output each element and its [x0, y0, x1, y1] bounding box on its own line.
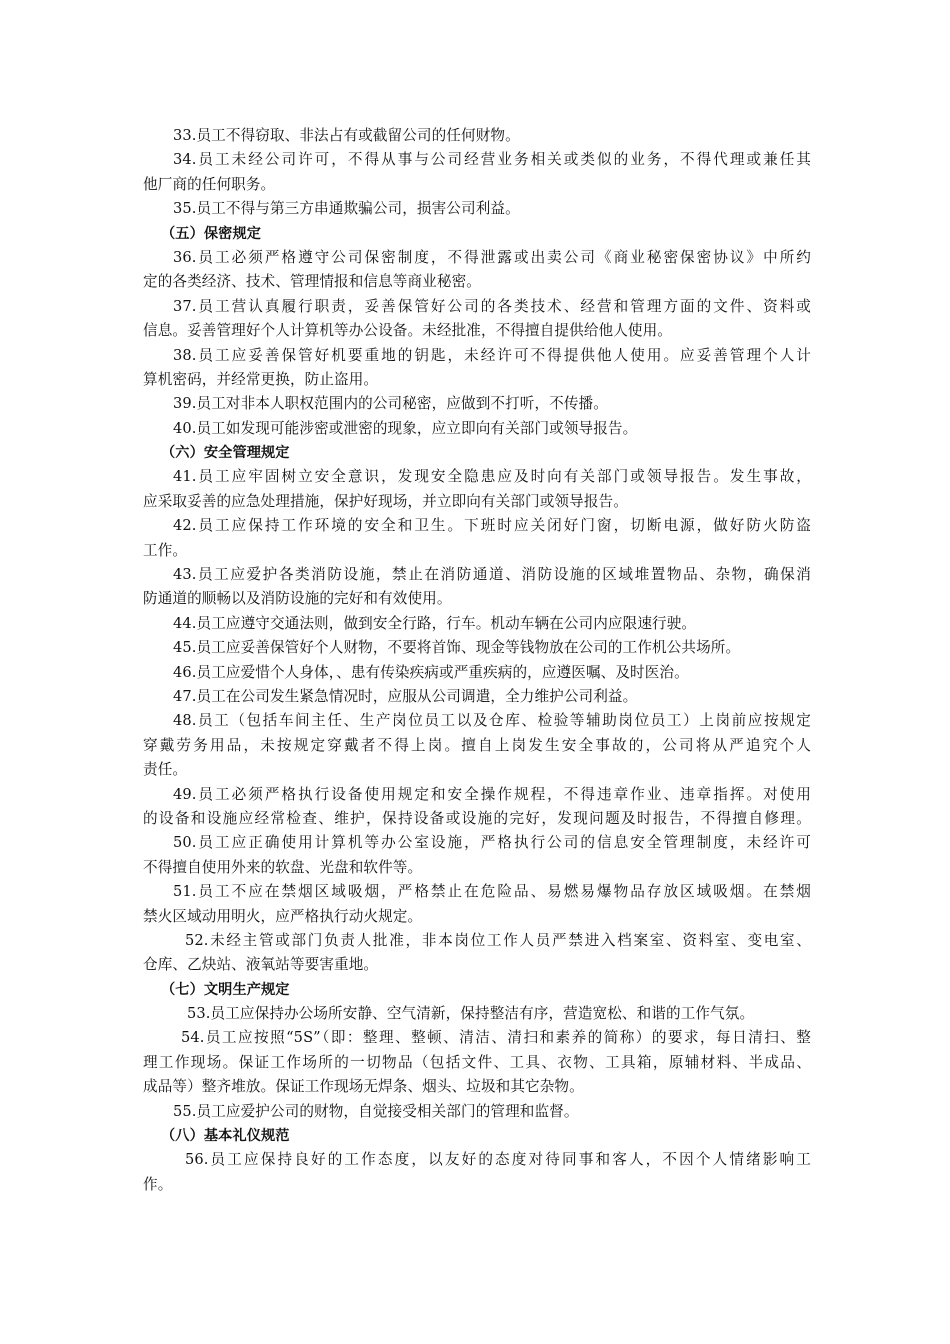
- paragraph-first-line: 40.员工如发现可能涉密或泄密的现象，应立即向有关部门或领导报告。: [173, 419, 638, 437]
- paragraph-first-line: 41.员工应牢固树立安全意识，发现安全隐患应及时向有关部门或领导报告。发生事故，: [173, 468, 811, 486]
- paragraph-continuation-line: 应采取妥善的应急处理措施，保护好现场，并立即向有关部门或领导报告。: [143, 492, 628, 510]
- paragraph-first-line: 53.员工应保持办公场所安静、空气清新，保持整洁有序，营造宽松、和谐的工作气氛。: [187, 1005, 755, 1023]
- paragraph-first-line: 54.员工应按照“5S”（即：整理、整顿、清洁、清扫和素养的简称）的要求，每日清扫、整: [181, 1029, 811, 1047]
- paragraph-first-line: 39.员工对非本人职权范围内的公司秘密，应做到不打听，不传播。: [173, 395, 608, 413]
- paragraph-continuation-line: 责任。: [143, 761, 188, 779]
- paragraph-continuation-line: 作。: [143, 1175, 173, 1193]
- paragraph-first-line: 33.员工不得窃取、非法占有或截留公司的任何财物。: [173, 127, 520, 144]
- paragraph-continuation-line: 禁火区域动用明火，应严格执行动火规定。: [143, 907, 423, 925]
- paragraph-continuation-line: 仓库、乙炔站、液氧站等要害重地。: [143, 956, 379, 974]
- paragraph-first-line: 50.员工应正确使用计算机等办公室设施，严格执行公司的信息安全管理制度，未经许可: [173, 834, 811, 852]
- paragraph-continuation-line: 穿戴劳务用品，未按规定穿戴者不得上岗。擅自上岗发生安全事故的，公司将从严追究个人: [143, 736, 811, 754]
- paragraph-first-line: 49.员工必须严格执行设备使用规定和安全操作规程，不得违章作业、违章指挥。对使用: [173, 785, 811, 803]
- paragraph-first-line: 37.员工营认真履行职责，妥善保管好公司的各类技术、经营和管理方面的文件、资料或: [173, 297, 811, 315]
- paragraph-first-line: 34.员工未经公司许可，不得从事与公司经营业务相关或类似的业务，不得代理或兼任其: [173, 151, 811, 169]
- paragraph-first-line: 48.员工（包括车间主任、生产岗位员工以及仓库、检验等辅助岗位员工）上岗前应按规定: [173, 712, 811, 730]
- paragraph-continuation-line: 他厂商的任何职务。: [143, 175, 276, 193]
- paragraph-first-line: 51.员工不应在禁烟区域吸烟，严格禁止在危险品、易燃易爆物品存放区域吸烟。在禁烟: [173, 883, 811, 901]
- paragraph-continuation-line: 不得擅自使用外来的软盘、光盘和软件等。: [143, 858, 423, 876]
- section-heading: （六）安全管理规定: [161, 445, 290, 462]
- paragraph-first-line: 43.员工应爱护各类消防设施，禁止在消防通道、消防设施的区域堆置物品、杂物，确保消: [173, 566, 811, 584]
- paragraph-first-line: 45.员工应妥善保管好个人财物，不要将首饰、现金等钱物放在公司的工作机公共场所。: [173, 639, 741, 657]
- paragraph-continuation-line: 工作。: [143, 541, 188, 559]
- paragraph-continuation-line: 成品等）整齐堆放。保证工作现场无焊条、烟头、垃圾和其它杂物。: [143, 1078, 584, 1096]
- paragraph-first-line: 46.员工应爱惜个人身体，、患有传染疾病或严重疾病的，应遵医嘱、及时医治。: [173, 663, 689, 681]
- paragraph-first-line: 55.员工应爱护公司的财物，自觉接受相关部门的管理和监督。: [173, 1102, 579, 1120]
- paragraph-continuation-line: 信息。妥善管理好个人计算机等办公设备。未经批准，不得擅自提供给他人使用。: [143, 322, 672, 340]
- paragraph-continuation-line: 的设备和设施应经常检查、维护，保持设备或设施的完好，发现问题及时报告，不得擅自修理。: [143, 809, 811, 827]
- paragraph-first-line: 38.员工应妥善保管好机要重地的钥匙，未经许可不得提供他人使用。应妥善管理个人计: [173, 346, 811, 364]
- paragraph-first-line: 35.员工不得与第三方串通欺骗公司，损害公司利益。: [173, 200, 520, 218]
- paragraph-first-line: 42.员工应保持工作环境的安全和卫生。下班时应关闭好门窗，切断电源，做好防火防盗: [173, 517, 811, 535]
- paragraph-continuation-line: 定的各类经济、技术、管理情报和信息等商业秘密。: [143, 273, 481, 291]
- paragraph-continuation-line: 理工作现场。保证工作场所的一切物品（包括文件、工具、衣物、工具箱，原辅材料、半成品、: [143, 1053, 811, 1071]
- paragraph-continuation-line: 算机密码，并经常更换，防止盗用。: [143, 370, 379, 388]
- document-page: [143, 124, 811, 1197]
- section-heading: （七）文明生产规定: [161, 981, 290, 998]
- section-heading: （八）基本礼仪规范: [161, 1128, 290, 1145]
- paragraph-first-line: 47.员工在公司发生紧急情况时，应服从公司调遣，全力维护公司利益。: [173, 687, 638, 705]
- section-heading: （五）保密规定: [161, 225, 262, 242]
- paragraph-first-line: 44.员工应遵守交通法则，做到安全行路，行车。机动车辆在公司内应限速行驶。: [173, 614, 697, 632]
- paragraph-first-line: 36.员工必须严格遵守公司保密制度，不得泄露或出卖公司《商业秘密保密协议》中所约: [173, 248, 811, 266]
- paragraph-continuation-line: 防通道的顺畅以及消防设施的完好和有效使用。: [143, 590, 452, 608]
- paragraph-first-line: 52.未经主管或部门负责人批准，非本岗位工作人员严禁进入档案室、资料室、变电室、: [185, 931, 811, 949]
- paragraph-first-line: 56.员工应保持良好的工作态度，以友好的态度对待同事和客人，不因个人情绪影响工: [185, 1151, 811, 1169]
